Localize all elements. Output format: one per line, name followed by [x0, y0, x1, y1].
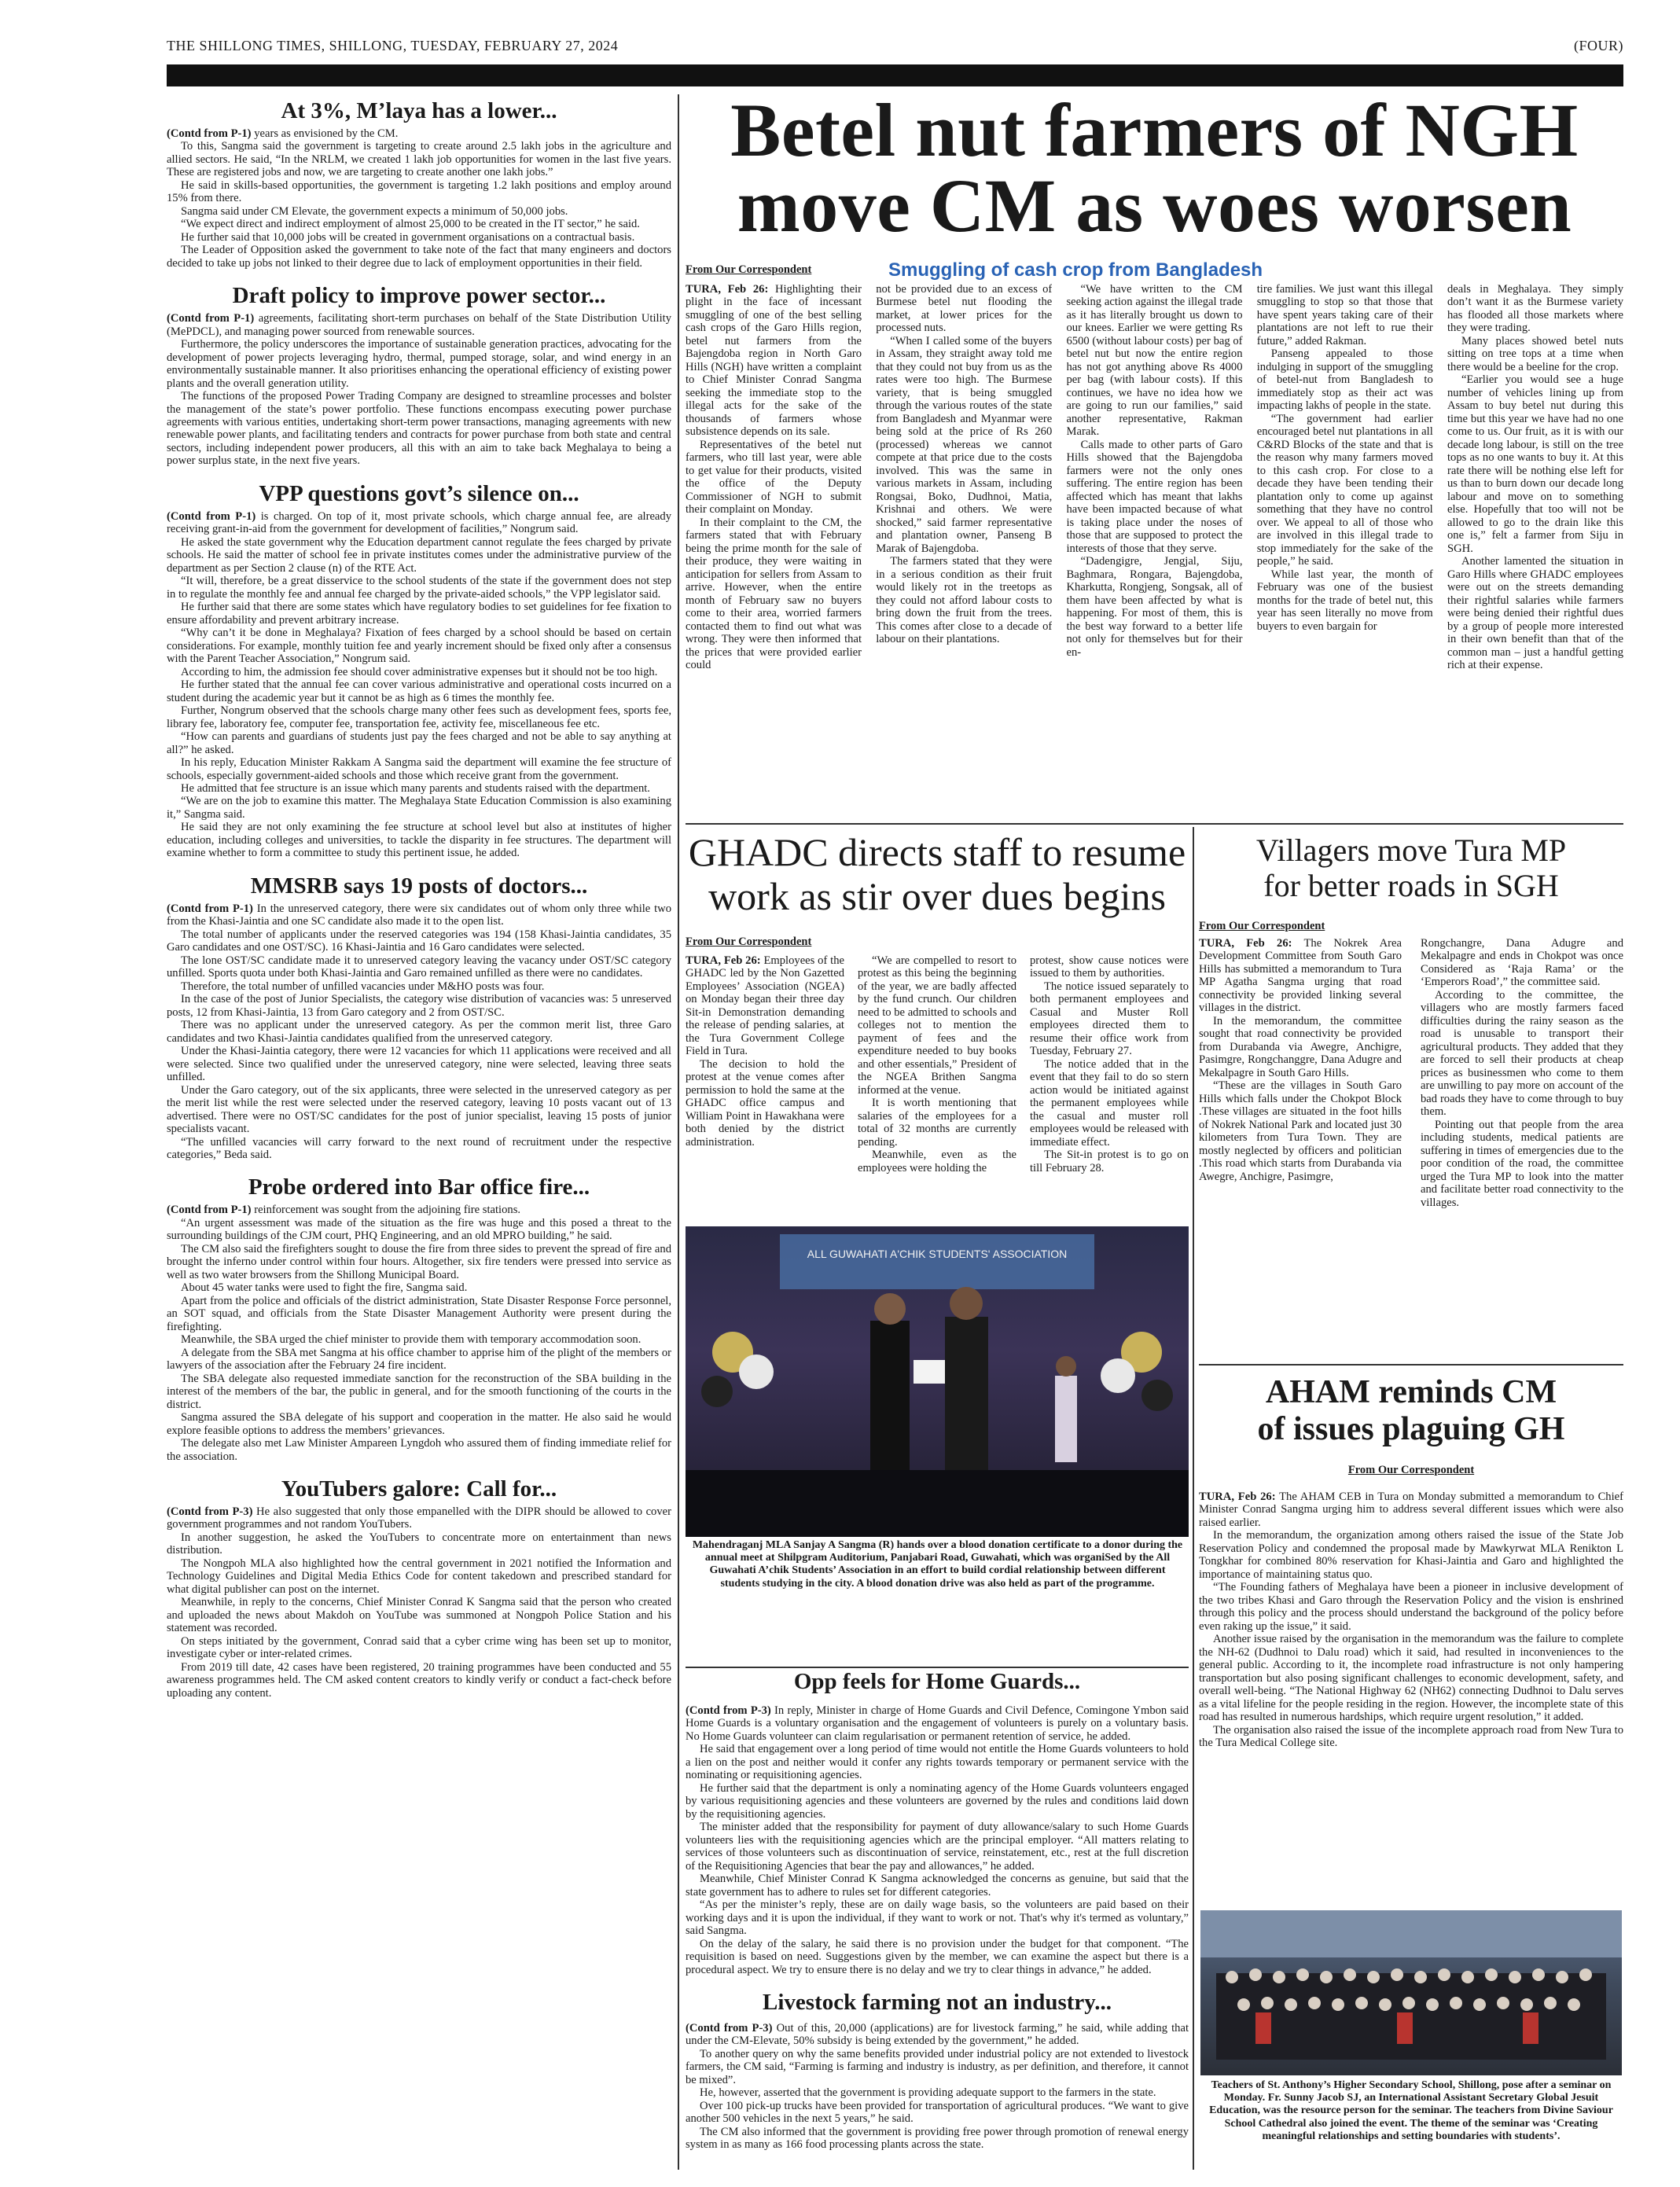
event-photo [686, 1226, 1189, 1537]
story-body-livestock: (Contd from P-3) Out of this, 20,000 (applications) are for livestock farming,” he said, while adding that under the CM-Elevate, 50% subsidy is being extended by the government,” he added. To another query on why the same benefits provided under industrial policy are not extended to livestock farmers, the CM said, “Farming is farming and industry is industry, as per definition, and therefore, it cannot be mixed”. He, however, asserted that the government is providing adequate support to the farmers in the state. Over 100 pick-up trucks have been provided for transportation of agricultural produces. “We want to give another 500 vehicles in the next 5 years,” he said. The CM also informed that the government is providing free power through promotion of renewal energy system in as many as 166 food processing plants across the state. [686, 2022, 1189, 2152]
aham-headline: AHAM reminds CM of issues plaguing GH [1257, 1374, 1565, 1448]
villagers-bottom-rule [1199, 1364, 1623, 1365]
left-column [167, 94, 671, 2170]
story-title-vpp: VPP questions govt’s silence on... [259, 480, 579, 506]
story-body-home-guards: (Contd from P-3) In reply, Minister in charge of Home Guards and Civil Defence, Comingone Ymbon said Home Guards is a voluntary organisation and the engagement of volunteers is purely on a voluntary basis. No Home Guards volunteer can claim regularisation or permanent retention of service, he added. He said that engagement over a long period of time would not entitle the Home Guards volunteers to hold a lien on the post and neither would it confer any rights towards temporary or permanent service with the nominating or requisitioning agencies. He further said that the department is only a nominating agency of the Home Guards volunteers engaged by various requisitioning agencies and these volunteers are governed by the rules and conditions laid down by the requisitioning agencies. The minister added that the responsibility for payment of duty allowance/salary to such Home Guards volunteers lies with the requisitioning agencies which are the principal employer. “All matters relating to services of those volunteers such as discontinuation of service, reinstatement, etc., rest at the full discretion of the Requisitioning Agencies that bear the pay and allowances,” he added. Meanwhile, Chief Minister Conrad K Sangma acknowledged the concerns as genuine, but said that the state government has to adhere to rules set for different categories. “As per the minister’s reply, these are on daily wage basis, so the volunteers are paid based on their working days and it is upon the individual, if they want to work or not. That's why it's termed as voluntary,” said Sangma. On the delay of the salary, he said there is no provision under the budget for that component. “The requisition is based on need. Suggestions given by the member, we can examine the aspect but there is a procedural aspect. We try to ensure there is no delay and we try to clear things in advance,” he added. [686, 1704, 1189, 1976]
teachers-photo [1200, 1910, 1622, 2075]
lead-col-3: “We have written to the CM seeking action against the illegal trade as it has literally brought us down to our knees. Earlier we were getting Rs 6500 (without labour costs) per bag of betel nut but now the entire region has not got anything above Rs 4000 per bag (with labour costs). If this continues, we have no idea how we are going to run our families,” said another representative, Rakman Marak. Calls made to other parts of Garo Hills showed that the Bajengdoba farmers were not the only ones suffering. The entire region has been affected which has meant that lakhs have been impacted because of what is taking place under the noses of those that are supposed to protect the interests of those that they serve. “Dadengigre, Jengjal, Siju, Baghmara, Rongara, Bajengdoba, Kharkutta, Rongjeng, Songsak, all of them have been affected by what is happening. For most of them, this is the best way forward to a better life not only for themselves but for their en- [1066, 283, 1243, 659]
ghadc-headline: GHADC directs staff to resume work as stir over dues begins [688, 830, 1186, 918]
story-body-vpp: (Contd from P-1) is charged. On top of it, most private schools, which charge annual fee, are already receiving grant-in-aid from the government for development of facilities,” Nongrum said. He asked the state government why the Education department cannot regulate the fees charged by private schools. He said the matter of school fee in private institutes comes under the administrative purview of the department as per Section 2 clause (n) of the RTE Act. “It will, therefore, be a great disservice to the school students of the state if the government does not step in to regulate the monthly fee and annual fee charged by the private-aided schools,” the VPP legislator said. He further said that there are some states which have regulatory bodies to set guidelines for fee fixation to ensure affordability and prevent arbitrary increase. “Why can’t it be done in Meghalaya? Fixation of fees charged by a school should be based on certain considerations. For example, monthly tuition fee and yearly increment should be fixed only after a consensus with the Parent Teacher Association,” Nongrum said. According to him, the admission fee should cover administrative expenses but it should not be too high. He further stated that the annual fee can cover various administrative and operational costs incurred on a student during the academic year but it cannot be as high as 6 times the monthly fee. Further, Nongrum observed that the schools charge many other fees such as development fees, sports fee, library fee, laboratory fee, computer fee, transportation fee, activity fee, miscellaneous fee etc. “How can parents and guardians of students just pay the fees charged and not be able to say anything at all?” he asked. In his reply, Education Minister Rakkam A Sangma said the department will examine the fee structure of schools, especially government-aided schools and those which receive grant from the government. He admitted that fee structure is an issue which many parents and students raised with the department. “We are on the job to examine this matter. The Meghalaya State Education Commission is also examining it,” Sangma said. He said they are not only examining the fee structure at school level but also at institutes of higher education, including colleges and universities, to tackle the disparity in fee structures. The department will examine whether to form a committee to study this pertinent issue, he added. [167, 509, 671, 860]
story-title-youtubers: YouTubers galore: Call for... [281, 1476, 557, 1502]
villagers-headline: Villagers move Tura MP for better roads in SGH [1255, 833, 1567, 903]
lead-bottom-rule [686, 823, 1623, 825]
villagers-col-2: Rongchangre, Dana Adugre and Mekalpagre and ends in Chokpot was once Considered as ‘Raja Rama’ or the ‘Emperors Road’,” the committee said. According to the committee, the villagers who are mostly farmers faced difficulties during the rainy season as the road is unusable to transport their agricultural products. They added that they are forced to sell their products at cheap prices as businessmen who come to them are unwilling to pay more on account of the bad roads they have to come through to buy them. Pointing out that people from the area including students, medical patients are suffering in times of emergencies due to the poor condition of the road, the committee urged the Tura MP to look into the matter and facilitate better road connectivity to the villages. [1421, 937, 1623, 1209]
lead-headline: Betel nut farmers of NGH move CM as woes worsen [730, 88, 1579, 248]
villagers-byline: From Our Correspondent [1199, 920, 1325, 932]
column-divider [678, 94, 679, 2170]
lead-subhead: Smuggling of cash crop from Bangladesh [888, 259, 1263, 281]
story-title-power: Draft policy to improve power sector... [232, 283, 606, 309]
villagers-columns [1199, 937, 1623, 1358]
lead-col-4: tire families. We just want this illegal smuggling to stop so that those that have spent years taking care of their plantations are not left to rue their future,” added Rakman. Panseng appealed to those indulging in support of the smuggling of betel-nut from Bangladesh to immediately stop as their act was impacting lakhs of people in the state. “The government had earlier encouraged betel nut plantations in all C&RD Blocks of the state and that is the reason why many farmers moved to this cash crop. For close to a decade they have been tending their plantation only to come up against something that they have no control over. We appeal to all of those who are involved in this illegal trade to stop immediately for the sake of the people,” he said. While last year, the month of February was one of the busiest months for the trade of betel nut, this year has seen literally no move from buyers to even bargain for [1256, 283, 1433, 633]
teachers-photo-illustration [1200, 1910, 1622, 2075]
ghadc-col-3: protest, show cause notices were issued to them by authorities. The notice issued separately to both permanent employees and Casual and Muster Roll employees directed them to resume their office work from Tuesday, February 27. The notice added that in the event that they fail to do so stern action would be initiated against the permanent employees while the casual and muster roll employees would be released with immediate effect. The Sit-in protest is to go on till February 28. [1030, 954, 1189, 1174]
ghadc-columns [686, 954, 1189, 1214]
event-banner-text: ALL GUWAHATI A'CHIK STUDENTS' ASSOCIATION [807, 1248, 1068, 1260]
teachers-photo-caption: Teachers of St. Anthony’s Higher Secondary School, Shillong, pose after a seminar on Monday. Fr. Sunny Jacob SJ, an International Assistant Secretary Global Jesuit Education, was the resource person for the seminar. The teachers from Divine Saviour School Cathedral also joined the event. The theme of the seminar was ‘Creating meaningful relationships and setting boundaries with students’. [1209, 2079, 1613, 2142]
story-title-lower: At 3%, M’laya has a lower... [281, 98, 557, 123]
ghadc-byline: From Our Correspondent [686, 935, 812, 948]
opp-top-rule [686, 1667, 1189, 1668]
aham-body: TURA, Feb 26: The AHAM CEB in Tura on Monday submitted a memorandum to Chief Minister Conrad Sangma urging him to address several different issues which were also raised earlier. In the memorandum, the organization among others raised the issue of the State Job Reservation Policy and condemned the proposal made by Mawkyrwat MLA Renikton L Tongkhar for combined 80% reservation for Khasi-Jaintia and Garo and highlighted the importance of maintaining status quo. “The Founding fathers of Meghalaya have been a pioneer in inclusive development of the two tribes Khasi and Garo through the Reservation Policy and the vision is enshrined through this policy and the process should understand the background of the policy before even raking up the issue,” it said. Another issue raised by the organisation in the memorandum was the failure to complete the NH-62 (Dudhnoi to Dalu road) which it said, had resulted in inconveniences to the general public. According to it, the incomplete road infrastructure is not only hampering transportation but also posing significant challenges to economic development, safety, and overall well-being. “The National Highway 62 (NH62) connecting Dudhnoi to Dalu serves as a vital lifeline for the people residing in the region. However, the incomplete state of this road has resulted in numerous hardships, which require urgent resolution,” it added. The organisation also raised the issue of the incomplete approach road from New Tura to the Tura Medical College site. [1199, 1490, 1623, 1750]
story-body-power: (Contd from P-1) agreements, facilitating short-term purchases on behalf of the State Distribution Utility (MePDCL), and managing power sourced from renewable sources. Furthermore, the policy underscores the importance of sustainable generation practices, advocating for the development of power projects leveraging hydro, thermal, pumped storage, solar, and wind energy in an environmentally sustainable manner. It also prioritises enhancing the operational efficiency of existing power plants and the overall generation utility. The functions of the proposed Power Trading Company are designed to streamline processes and bolster the management of the state’s power portfolio. These functions encompass executing power purchase agreements with various entities, undertaking short-term power transactions, managing agreements with new renewable power plants, and facilitating tenders and contracts for power purchase from both state and central sectors, including independent power producers, all this with an aim to take back Meghalaya to being a power surplus state, in the next five years. [167, 312, 671, 468]
folio-left: THE SHILLONG TIMES, SHILLONG, TUESDAY, FEBRUARY 27, 2024 [167, 38, 619, 53]
lead-col-5: deals in Meghalaya. They simply don’t want it as the Burmese variety has flooded all those markets where they were trading. Many places showed betel nuts sitting on tree tops at a time when there would be a beeline for the crop. “Earlier you would see a huge number of vehicles lining up from Assam to buy betel nut during this time but this year we have had no one come to us. Our fruit, as it is with our decade long labour, is still on the tree tops as no one wants to buy it. At this rate there will be nothing else left for us than to burn down our decade long labour and move on to something else. Hopefully that too will not be allowed to go to the drain like this one is,” felt a farmer from Siju in SGH. Another lamented the situation in Garo Hills where GHADC employees were out on the streets demanding their rightful salaries while farmers were being denied their rightful dues by a group of people more interested in their own benefit than that of the common man – just a handful getting rich at their expense. [1447, 283, 1623, 672]
ghadc-col-2: “We are compelled to resort to protest as this being the beginning of the year, we are badly affected by the fund crunch. Our children need to be admitted to schools and colleges not to mention the payment of fees and the expenditure needed to buy books and other essentials,” President of the NGEA Brithen Sangma informed at the venue. It is worth mentioning that salaries of the employees for a total of 32 months are currently pending. Meanwhile, even as the employees were holding the [858, 954, 1016, 1174]
page-folio [167, 38, 1623, 57]
lead-byline: From Our Correspondent [686, 263, 812, 276]
inner-column-divider [1193, 827, 1194, 2170]
lead-col-2: not be provided due to an excess of Burmese betel nut flooding the market, at lower prices for the processed nuts. “When I called some of the buyers in Assam, they straight away told me that they could not buy from us as the rates were too high. The Burmese variety, that is being smuggled through the various routes of the state from Bangladesh and Myanmar were being sold at the price of Rs 260 (processed) whereas we cannot compete at that price due to the costs involved. This was the same in various markets in Assam, including Rongsai, Boko, Dudhnoi, Matia, Krishnai and others. We were shocked,” said farmer representative and plantation owner, Panseng B Marak of Bajengdoba. The farmers stated that they were in a serious condition as their fruit would likely rot in the treetops as they could not afford labour costs to bring down the fruit from the trees. This comes after close to a decade of labour on their plantations. [876, 283, 1053, 646]
story-title-bar-fire: Probe ordered into Bar office fire... [248, 1174, 590, 1200]
story-body-lower: (Contd from P-1) years as envisioned by the CM. To this, Sangma said the government is targeting to create around 2.5 lakh jobs in the agriculture and allied sectors. He said, “In the NRLM, we created 1 lakh job opportunities for women in the last five years. These are registered jobs and now, we are targeting to create another one lakh jobs.” He said in skills-based opportunities, the government is targeting 1.2 lakh positions and employ around 15% from there. Sangma said under CM Elevate, the government expects a minimum of 50,000 jobs. “We expect direct and indirect employment of almost 25,000 to be created in the IT sector,” he said. He further said that 10,000 jobs will be created in government organisations on a contractual basis. The Leader of Opposition asked the government to take note of the fact that many engineers and doctors decided to take up jobs not linked to their degree due to lack of employment opportunities in their field. [167, 127, 671, 270]
story-title-home-guards: Opp feels for Home Guards... [793, 1669, 1081, 1694]
story-body-mmsrb: (Contd from P-1) In the unreserved category, there were six candidates out of whom only three while two from the Khasi-Jaintia and one SC candidate also made it to the open list. The total number of applicants under the reserved categories was 194 (158 Khasi-Jaintia candidates, 35 Garo candidates and one OST/SC). 16 Khasi-Jaintia and 16 Garo candidates were selected. The lone OST/SC candidate made it to unreserved category leaving the vacancy under OST/SC category unfilled. Sports quota under both Khasi-Jaintia and Garo remained unfilled as there were no candidates. Therefore, the total number of unfilled vacancies under M&HO posts was four. In the case of the post of Junior Specialists, the category wise distribution of vacancies was: 5 unreserved posts, 12 from Khasi-Jaintia, 13 from Garo category and 2 from OST/SC. There was no applicant under the unreserved category. As per the common merit list, three Garo candidates and two Khasi-Jaintia candidates qualified from the unreserved category. Under the Khasi-Jaintia category, there were 12 vacancies for which 11 applications were received and all were selected. Since two qualified under the unreserved category, nine were selected, leaving three seats unfilled. Under the Garo category, out of the six applicants, three were selected in the unreserved category as per the merit list while the rest were selected under the reserved category, leaving 10 posts vacant out of 13 advertised. There were no OST/SC candidates for the post of junior specialist, leaving 15 posts of junior specialists vacant. “The unfilled vacancies will carry forward to the next round of recruitment under the respective categories,” Beda said. [167, 902, 671, 1161]
villagers-col-1: TURA, Feb 26: The Nokrek Area Development Committee from South Garo Hills has submitted a memorandum to Tura MP Agatha Sangma urging that road connectivity be provided linking several villages in the district. In the memorandum, the committee sought that road connectivity be provided from Durabanda via Awegre, Anchigre, Pasimgre, Rongchanggre, Dana Adugre and Mekalpagre in South Garo Hills. “These are the villages in South Garo Hills which falls under the Chokpot Block .These villages are situated in the foot hills of Nokrek National Park and located just 30 kilometers from Tura Town. They are mostly neglected by officers and politician .This road which starts from Durabanda via Awegre, Anchigre, Pasimgre, [1199, 937, 1402, 1183]
story-body-youtubers: (Contd from P-3) He also suggested that only those empanelled with the DIPR should be allowed to cover government programmes and not random YouTubers. In another suggestion, he asked the YouTubers to concentrate more on entertainment than news distribution. The Nongpoh MLA also highlighted how the central government in 2021 notified the Information and Technology Guidelines and Digital Media Ethics Code for content takedown and prescribed standard for what digital publisher can post on the internet. Meanwhile, in reply to the concerns, Chief Minister Conrad K Sangma said that the person who created and uploaded the news about Makdoh on YouTube was summoned at Nongpoh Police Station and his statement was recorded. On steps initiated by the government, Conrad said that a cyber crime wing has been set up to monitor, investigate cyber or inter-related crimes. From 2019 till date, 42 cases have been registered, 20 training programmes have been conducted and 55 awareness programmes held. The CM asked content creators to kindly verify or conduct a fact-check before uploading any content. [167, 1505, 671, 1700]
lead-col-1: TURA, Feb 26: Highlighting their plight in the face of incessant smuggling of one of the best selling cash crops of the Garo Hills region, betel nut farmers from the Bajengdoba region in North Garo Hills (NGH) have written a complaint to Chief Minister Conrad Sangma seeking the immediate stop to the illegal acts for the sake of the thousands of farmers whose subsistence depends on its sale. Representatives of the betel nut farmers, who till last year, were able to get value for their products, visited the office of the Deputy Commissioner of NGH to submit their complaint on Monday. In their complaint to the CM, the farmers stated that with February being the prime month for the sale of their produce, they were waiting in anticipation for sellers from Assam to arrive. However, when the entire month of February saw no buyers come to their area, worried farmers contacted them to find out what was wrong. They were then informed that the prices that were provided earlier could [686, 283, 862, 672]
lead-story [686, 88, 1623, 248]
story-title-livestock: Livestock farming not an industry... [763, 1990, 1112, 2015]
story-title-mmsrb: MMSRB says 19 posts of doctors... [250, 873, 588, 899]
folio-page-number: (FOUR) [1573, 38, 1623, 53]
event-photo-caption: Mahendraganj MLA Sanjay A Sangma (R) hands over a blood donation certificate to a donor during the annual meet at Shilpgram Auditorium, Panjabari Road, Guwahati, which was organiSed by the All Guwahati A’chik Students’ Association in an effort to build cordial relationship between different students studying in the city. A blood donation drive was also held as part of the programme. [692, 1539, 1183, 1590]
story-body-bar-fire: (Contd from P-1) reinforcement was sought from the adjoining fire stations. “An urgent assessment was made of the situation as the fire was huge and this posed a threat to the surrounding buildings of the CJM court, PHQ Engineering, and an old MPRO building,” he said. The CM also said the firefighters sought to douse the fire from three sides to prevent the spread of fire and brought the inferno under control within four hours. Altogether, six fire tenders were pressed into service as well as two water browsers from the Shillong Municipal Board. About 45 water tanks were used to fight the fire, Sangma said. Apart from the police and officials of the district administration, State Disaster Response Force personnel, an SOT squad, and officials from the State Disaster Management Authority were present during the firefighting. Meanwhile, the SBA urged the chief minister to provide them with temporary accommodation soon. A delegate from the SBA met Sangma at his office chamber to apprise him of the plight of the members or lawyers of the association after the February 24 fire incident. The SBA delegate also requested immediate sanction for the reconstruction of the SBA building in the interest of the members of the bar, the public in general, and for the smooth functioning of the courts in the district. Sangma assured the SBA delegate of his support and cooperation in the matter. He also said he would explore feasible options to address the members’ grievances. The delegate also met Law Minister Ampareen Lyngdoh who assured them of finding immediate relief for the association. [167, 1204, 671, 1463]
ghadc-col-1: TURA, Feb 26: Employees of the GHADC led by the Non Gazetted Employees’ Association (NGEA) on Monday began their three day Sit-in Demonstration demanding the release of pending salaries, at the Tura Government College Field in Tura. The decision to hold the protest at the venue comes after permission to hold the same at the GHADC office campus and William Point in Hawakhana were both denied by the district administration. [686, 954, 844, 1149]
event-photo-illustration [686, 1226, 1189, 1537]
top-rule-bar [167, 64, 1623, 86]
lead-columns [686, 283, 1623, 818]
aham-byline: From Our Correspondent [1347, 1464, 1475, 1476]
